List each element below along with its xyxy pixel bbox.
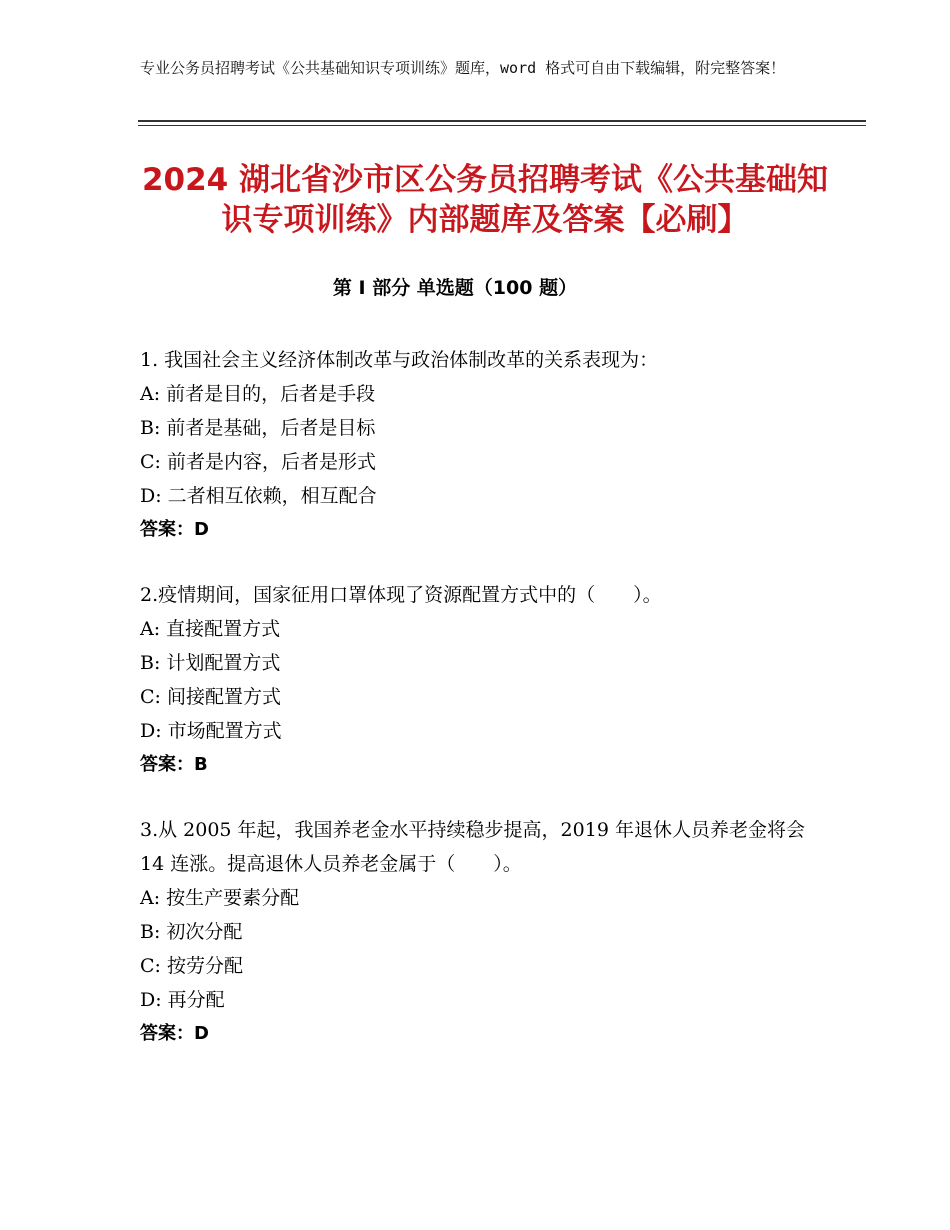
option-c: C: 按劳分配 — [140, 955, 243, 977]
option-a: A: 按生产要素分配 — [140, 887, 300, 909]
answer: 答案：D — [140, 1023, 209, 1044]
option-c: C: 前者是内容，后者是形式 — [140, 451, 376, 473]
document-title: 2024 湖北省沙市区公务员招聘考试《公共基础知识专项训练》内部题库及答案【必刷】 — [141, 162, 829, 238]
question-stem: 2.疫情期间，国家征用口罩体现了资源配置方式中的（ ）。 — [140, 584, 662, 606]
question-list — [140, 343, 820, 1082]
answer: 答案：D — [140, 519, 209, 540]
question-2 — [140, 578, 820, 782]
option-b: B: 前者是基础，后者是目标 — [140, 417, 376, 439]
question-1 — [140, 343, 820, 547]
question-stem: 1. 我国社会主义经济体制改革与政治体制改革的关系表现为： — [140, 349, 659, 371]
question-stem: 3.从 2005 年起，我国养老金水平持续稳步提高，2019 年退休人员养老金将会 14 连涨。提高退休人员养老金属于（ ）。 — [140, 819, 805, 875]
header-note: 专业公务员招聘考试《公共基础知识专项训练》题库，word 格式可自由下载编辑，附完整答案！ — [140, 59, 786, 77]
option-d: D: 市场配置方式 — [140, 720, 282, 742]
option-b: B: 计划配置方式 — [140, 652, 281, 674]
option-d: D: 再分配 — [140, 989, 225, 1011]
question-3 — [140, 813, 820, 1051]
option-a: A: 直接配置方式 — [140, 618, 281, 640]
section-title: 第 I 部分 单选题（100 题） — [332, 277, 578, 299]
header-rule-thin — [138, 125, 866, 126]
option-a: A: 前者是目的，后者是手段 — [140, 383, 376, 405]
option-b: B: 初次分配 — [140, 921, 243, 943]
option-d: D: 二者相互依赖，相互配合 — [140, 485, 377, 507]
option-c: C: 间接配置方式 — [140, 686, 281, 708]
answer: 答案：B — [140, 754, 208, 775]
header-rule-thick — [138, 120, 866, 122]
